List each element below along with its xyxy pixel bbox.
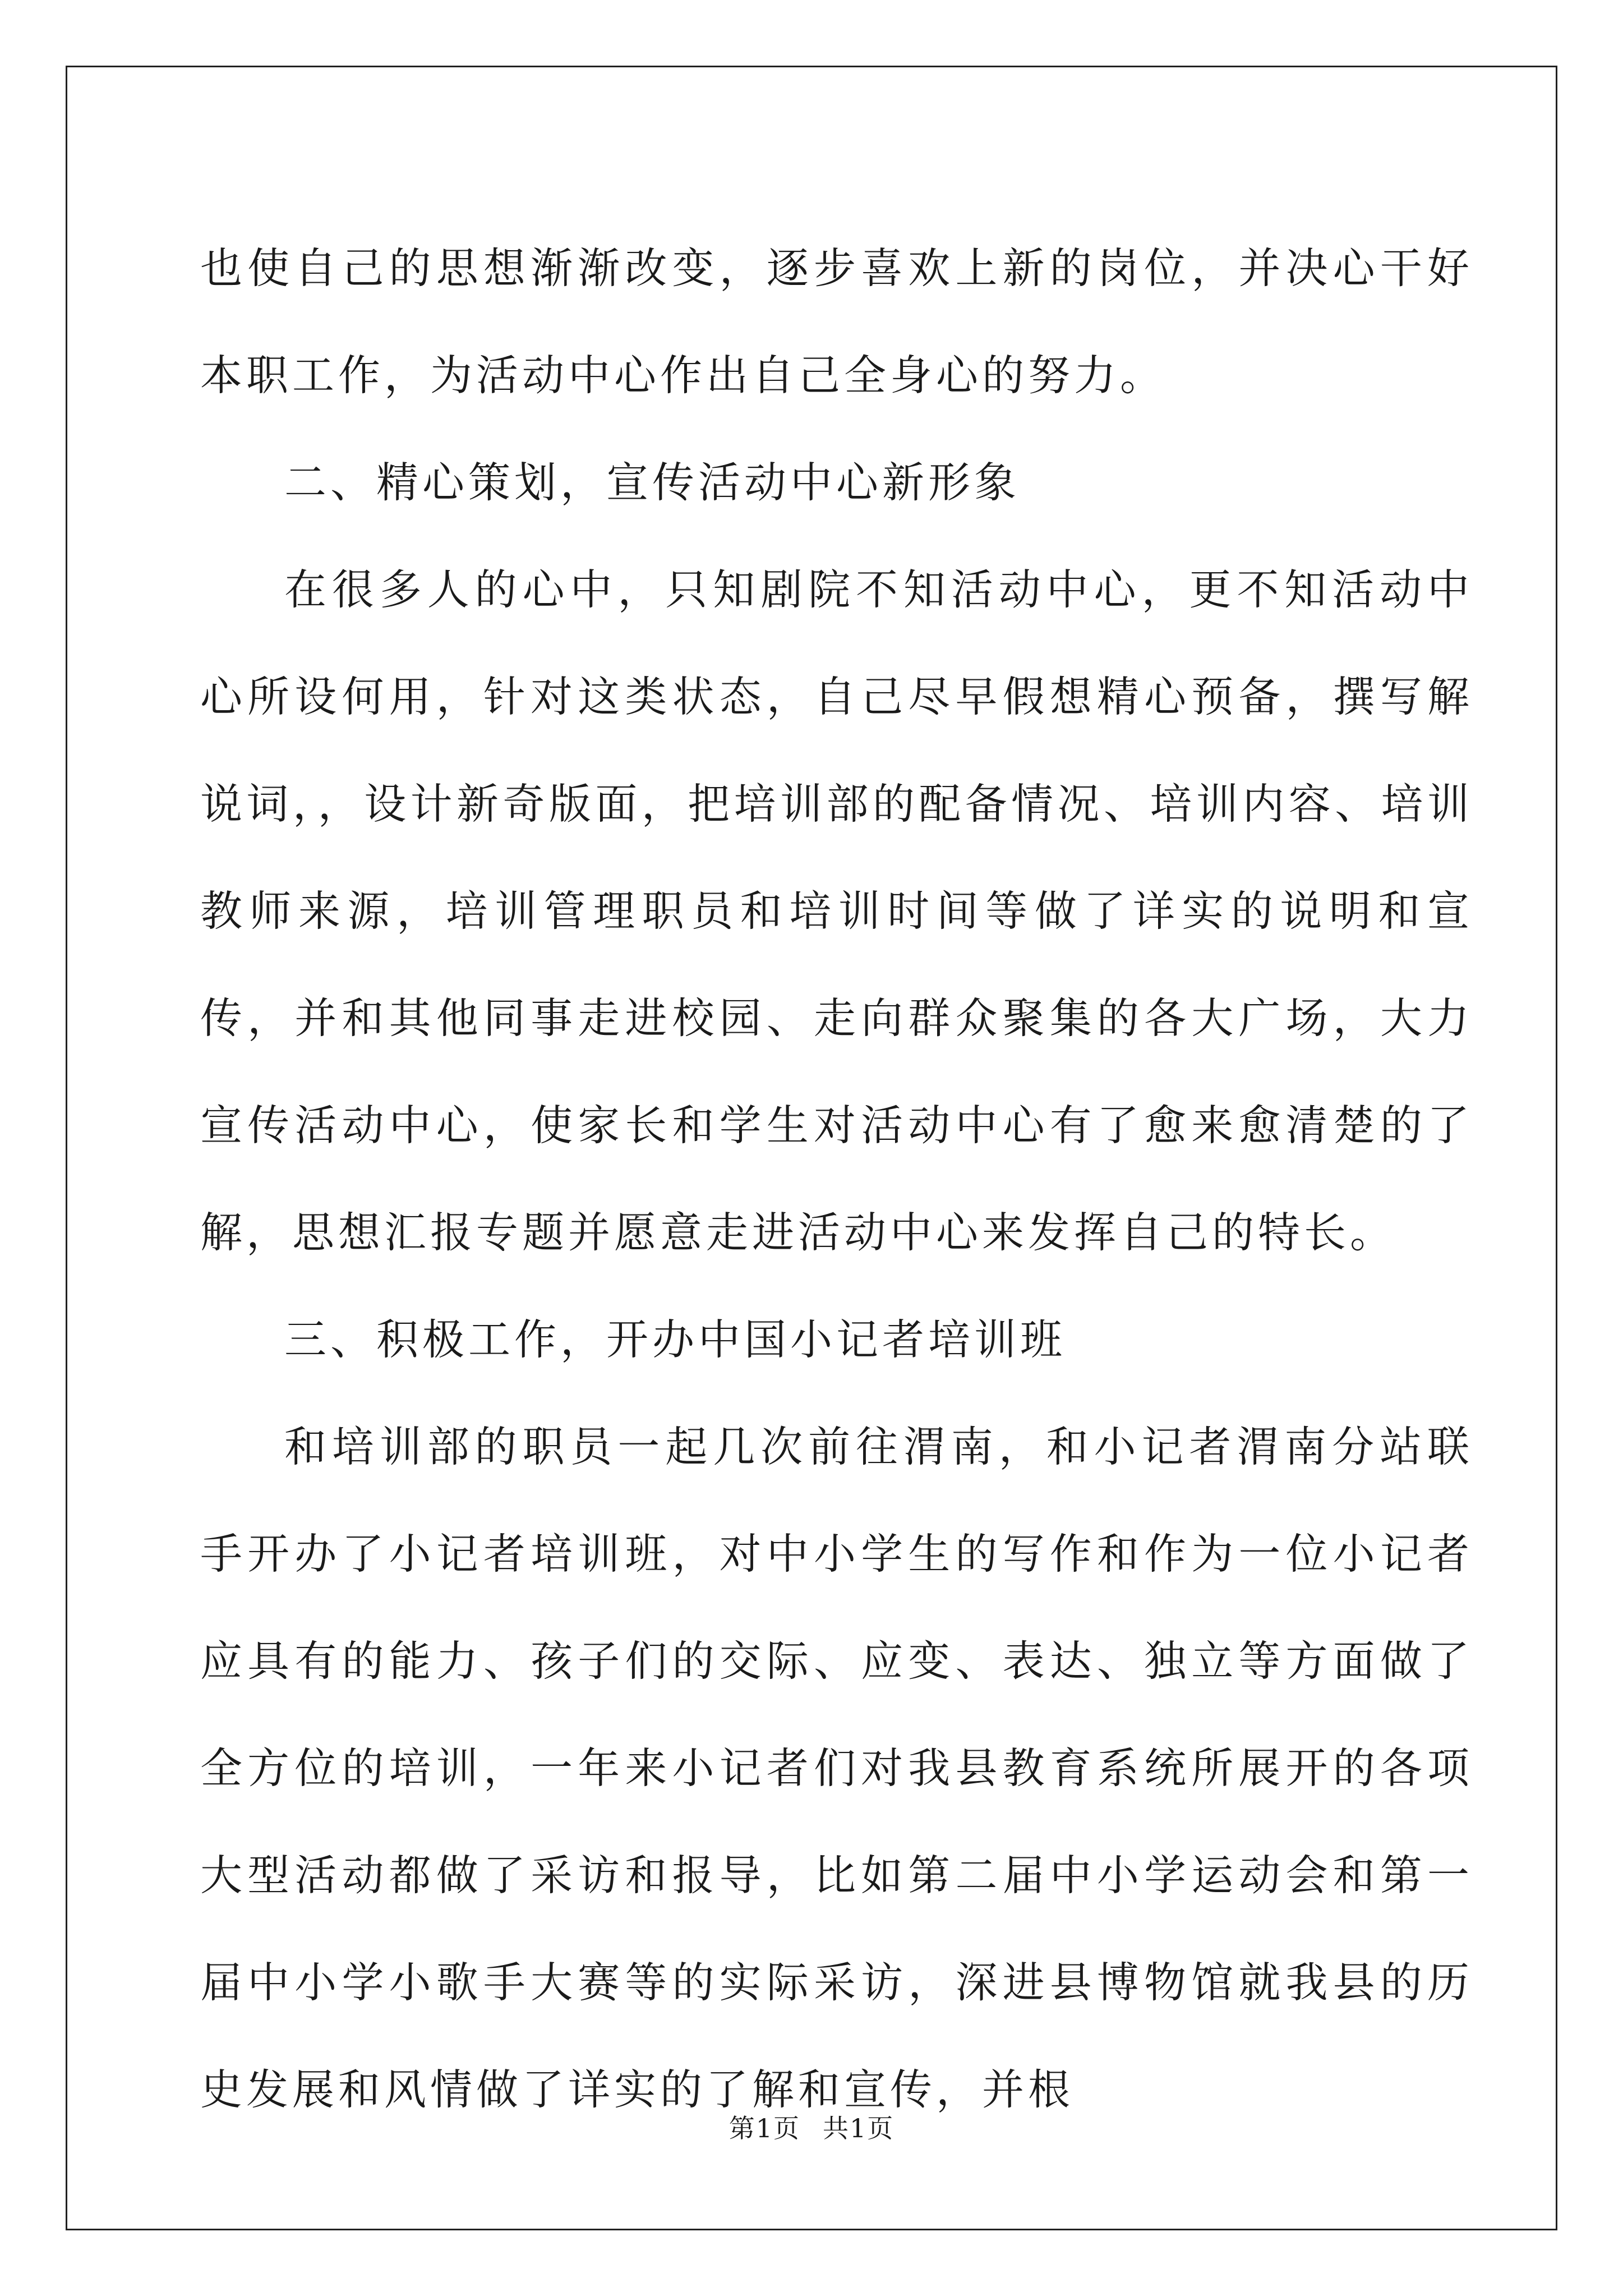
page-total: 共1页	[823, 2113, 895, 2143]
paragraph-5: 和培训部的职员一起几次前往渭南，和小记者渭南分站联手开办了小记者培训班，对中小学生的写作和作为一位小记者应具有的能力、孩子们的交际、应变、表达、独立等方面做了全方位的培训，一年来小记者们对我县教育系统所展开的各项大型活动都做了采访和报导，比如第二届中小学运动会和第一届中小学小歌手大赛等的实际采访，深进县博物馆就我县的历史发展和风情做了详实的了解和宣传，并根	[200, 1422, 1473, 2114]
page-footer	[0, 2111, 1623, 2145]
section-heading-2: 二、精心策划，宣传活动中心新形象	[284, 458, 1021, 507]
paragraph-1: 也使自己的思想渐渐改变，逐步喜欢上新的岗位，并决心干好本职工作，为活动中心作出自己全身心的努力。	[200, 243, 1473, 400]
section-heading-4: 三、积极工作，开办中国小记者培训班	[284, 1315, 1067, 1364]
page-number: 第1页	[728, 2113, 800, 2143]
document-body	[200, 215, 1473, 2143]
paragraph-3: 在很多人的心中，只知剧院不知活动中心，更不知活动中心所设何用，针对这类状态，自己尽早假想精心预备，撰写解说词，，设计新奇版面，把培训部的配备情况、培训内容、培训教师来源，培训管理职员和培训时间等做了详实的说明和宣传，并和其他同事走进校园、走向群众聚集的各大广场，大力宣传活动中心，使家长和学生对活动中心有了愈来愈清楚的了解，思想汇报专题并愿意走进活动中心来发挥自己的特长。	[200, 565, 1473, 1257]
